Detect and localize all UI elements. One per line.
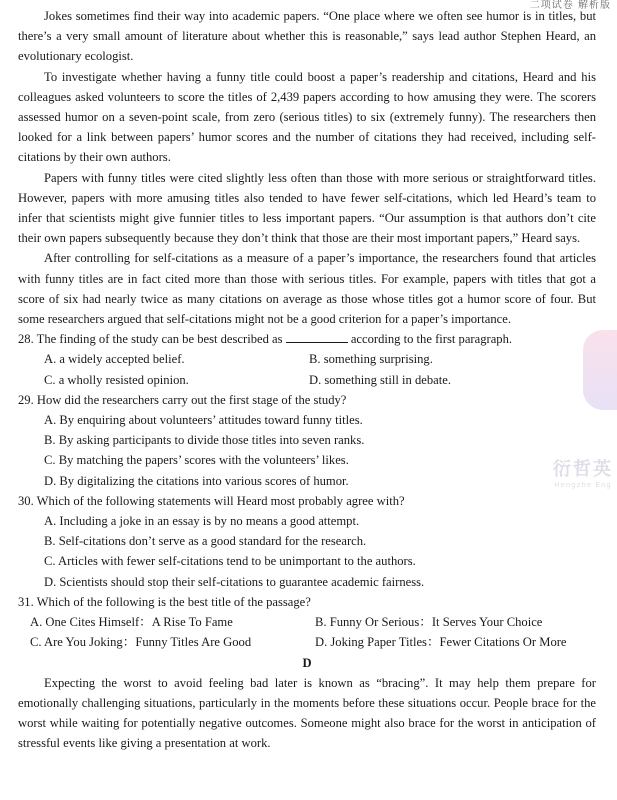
question-28-stem-before: 28. The finding of the study can be best described as (18, 332, 286, 347)
question-31-stem: 31. Which of the following is the best title of the passage? (18, 594, 311, 609)
watermark-text: 衍哲英 (553, 459, 613, 480)
question-28-options-row-1 (18, 349, 596, 369)
question-30-stem: 30. Which of the following statements will Heard most probably agree with? (18, 493, 405, 508)
question-28-option-d: D. something still in debate. (309, 372, 452, 387)
paragraph-2: To investigate whether having a funny title could boost a paper’s readership and citations, Heard and his colleagues asked volunteers to score the titles of 2,439 papers according to how amusing they were. The scorers assessed humor on a seven-point scale, from zero (serious titles) to six (extremely funny). The researchers then looked for a link between papers’ humor scores and the number of citations they had received, including self-citations by their own authors. (18, 69, 596, 165)
question-30-option-c: C. Articles with fewer self-citations tend to be unimportant to the authors. (44, 554, 416, 569)
question-31 (18, 592, 596, 653)
question-28-option-a: A. a widely accepted belief. (44, 352, 185, 367)
question-29 (18, 390, 596, 491)
answer-blank (286, 330, 348, 343)
paragraph-1: Jokes sometimes find their way into academic papers. “One place where we often see humor is in titles, but there’s a very small amount of literature about whether this is reasonable,” says lead author Stephen Heard, an evolutionary ecologist. (18, 9, 596, 64)
question-28-stem-after: according to the first paragraph. (347, 332, 513, 347)
paragraph-4: After controlling for self-citations as a measure of a paper’s importance, the researchers found that articles with funny titles are in fact cited more than those with serious titles. For example, papers with titles that got a score of six had nearly twice as many citations on average as those whose titles got a humor score of four. But some researchers argued that self-citations might not be a good criterion for a paper’s importance. (18, 251, 596, 327)
question-31-option-d: D. Joking Paper Titles：Fewer Citations Or More (315, 635, 567, 650)
question-29-option-b: B. By asking participants to divide those titles into seven ranks. (44, 433, 365, 448)
question-29-option-d: D. By digitalizing the citations into various scores of humor. (44, 473, 349, 488)
page-header-mark: 二项试卷 解析版 (529, 0, 611, 11)
paragraph-3: Papers with funny titles were cited slightly less often than those with more serious or straightforward titles. However, papers with more amusing titles also tended to have fewer self-citations, which led Heard’s team to infer that scientists might give funnier titles to less important papers. “Our assumption is that authors don’t cite their own papers subsequently because they don’t think that those are their most important papers,” Heard says. (18, 170, 596, 246)
question-29-stem: 29. How did the researchers carry out the first stage of the study? (18, 392, 347, 407)
question-31-option-a: A. One Cites Himself：A Rise To Fame (30, 615, 233, 630)
question-28 (18, 329, 596, 390)
section-d-paragraph-1: Expecting the worst to avoid feeling bad later is known as “bracing”. It may help them prepare for emotionally challenging situations, particularly in the moments before these situations occur. People brace for the worst while waiting for potentially negative outcomes. Someone might also brace for the worst in anticipation of stressful events like giving a presentation at work. (18, 675, 596, 751)
question-31-option-c: C. Are You Joking：Funny Titles Are Good (30, 635, 252, 650)
question-31-options-row-1 (18, 612, 596, 632)
question-30-option-d: D. Scientists should stop their self-citations to guarantee academic fairness. (44, 574, 425, 589)
question-31-option-b: B. Funny Or Serious：It Serves Your Choice (315, 615, 543, 630)
watermark-subtext: Hengzhe Eng (554, 481, 612, 489)
section-heading-d: D (302, 655, 312, 670)
question-29-option-a: A. By enquiring about volunteers’ attitudes toward funny titles. (44, 413, 363, 428)
question-31-options-row-2 (18, 632, 596, 652)
question-30-option-a: A. Including a joke in an essay is by no means a good attempt. (44, 514, 360, 529)
document-page (18, 6, 596, 754)
question-28-option-c: C. a wholly resisted opinion. (44, 372, 189, 387)
question-28-options-row-2 (18, 370, 596, 390)
question-28-option-b: B. something surprising. (309, 352, 433, 367)
question-28-stem (18, 329, 596, 349)
question-30-option-b: B. Self-citations don’t serve as a good standard for the research. (44, 534, 367, 549)
question-30 (18, 491, 596, 592)
question-29-option-c: C. By matching the papers’ scores with the volunteers’ likes. (44, 453, 349, 468)
